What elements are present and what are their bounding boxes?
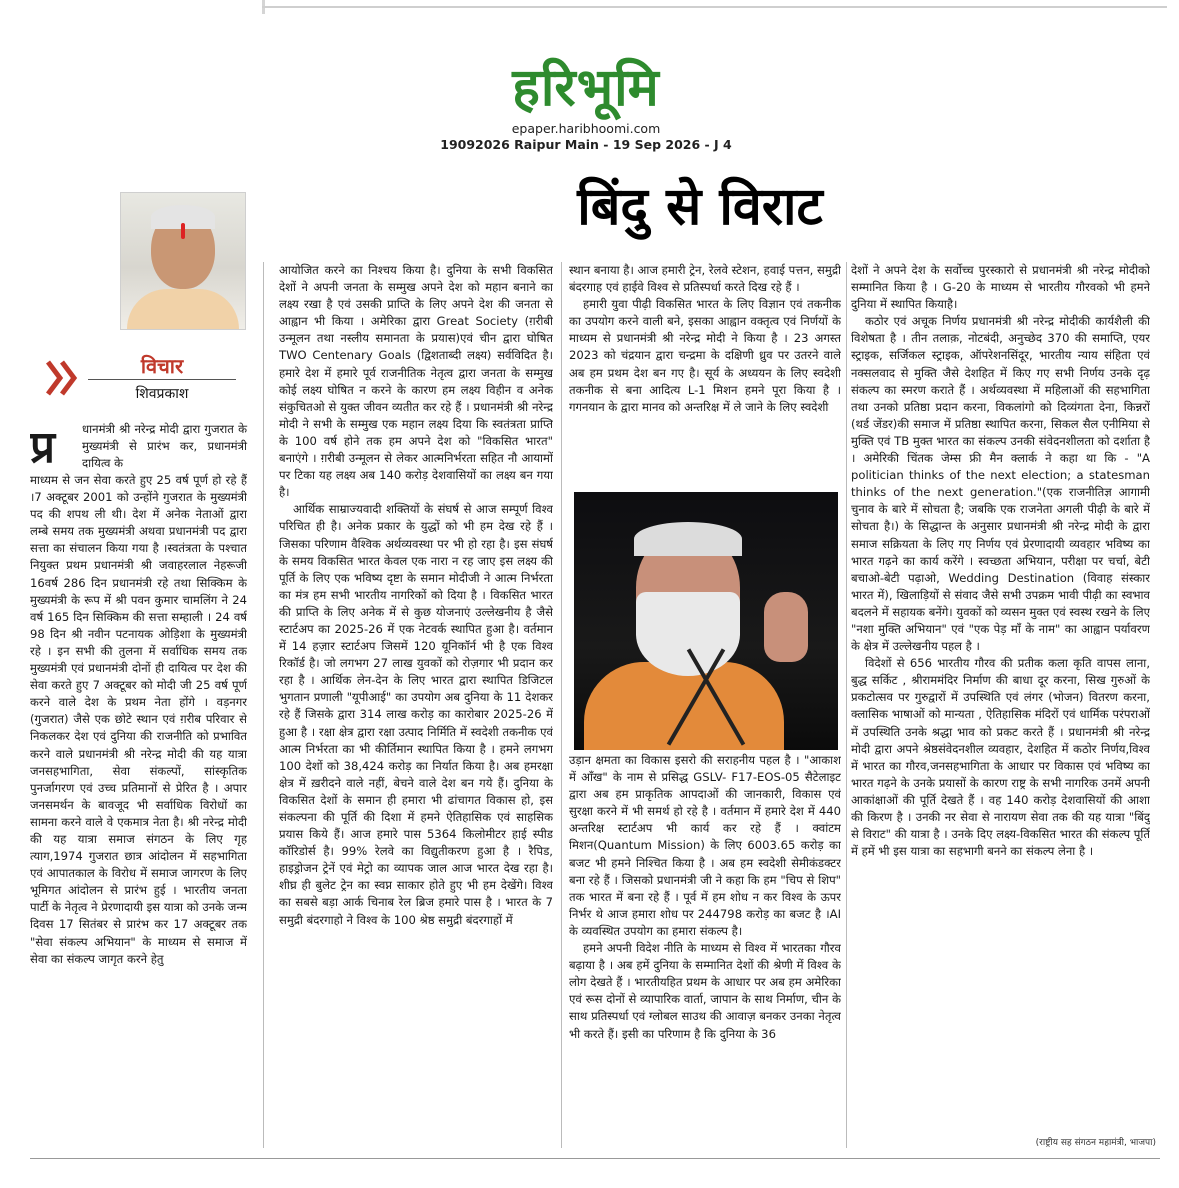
paragraph: विदेशों से 656 भारतीय गौरव की प्रतीक कला कृति वापस लाना, बुद्ध सर्किट , श्रीराममंदिर निर्माण की बाधा दूर करना, सिख गुरुओं के प्रकटोत्सव पर गुरुद्वारों में उपस्थिति एवं लंगर (भोजन) वितरण करना, क्लासिक भाषाओं को मान्यता , ऐतिहासिक मंदिरों एवं धार्मिक परंपराओं में उपस्थिति उनके श्रद्धा भाव को प्रकट करते हैं । प्रधानमंत्री श्री नरेन्द्र मोदी द्वारा अपने श्रेष्ठसंवेदनशील व्यवहार, देशहित में कठोर निर्णय,विश्व में भारत का गौरव,जनसहभागिता के आधार पर विकास एवं भविष्य का भारत गढ़ने के उनके प्रयासों के कारण राष्ट्र के सभी नागरिक उनमें अपनी आकांक्षाओं की पूर्ति देखते हैं । वह 140 करोड़ देशवासियों की आशा की किरण है । उनकी नर सेवा से नारायण सेवा तक की यह यात्रा "बिंदु से विराट" की यात्रा है । उनके दिए लक्ष्य-विकसित भारत की संकल्प पूर्ति में हमें भी इस यात्रा का सहभागी बनने का संकल्प लेना है । xyxy=(851,656,1150,859)
epaper-url: epaper.haribhoomi.com xyxy=(511,121,661,136)
dropcap: प्र xyxy=(30,422,56,473)
paragraph: स्थान बनाया है। आज हमारी ट्रेन, रेलवे स्टेशन, हवाई पत्तन, समुद्री बंदरगाह एवं हाईवे विश्व से प्रतिस्पर्धा करते दिख रहे हैं । xyxy=(569,263,841,295)
column-4 xyxy=(851,262,1150,1147)
double-chevron-right-icon xyxy=(44,358,80,398)
paragraph: आर्थिक साम्राज्यवादी शक्तियों के संघर्ष से आज सम्पूर्ण विश्व परिचित ही है। अनेक प्रकार के युद्धों को भी हम देख रहे हैं । जिसका परिणाम वैश्विक अर्थव्यवस्था पर भी हो रहा है। इस संघर्ष के समय विकसित भारत केवल एक नारा न रह जाए इस लक्ष्य की पूर्ति के लिए एक भविष्य दृष्टा के समान मोदीजी ने आत्म निर्भरता का मंत्र हम सभी भारतीय नागरिकों को दिया है । विकसित भारत की प्राप्ति के लिए अनेक में से कुछ योजनाएं उल्लेखनीय है जैसे स्टार्टअप का 2025-26 में एक नेटवर्क स्थापित हुआ है। वर्तमान में 14 हज़ार स्टार्टअप जिसमें 120 यूनिकॉर्न भी है एक विश्व रिकॉर्ड है। जो लगभग 27 लाख युवकों को रोज़गार भी प्रदान कर रहा है । आर्थिक लेन-देन के लिए भारत द्वारा स्थापित डिजिटल भुगतान प्रणाली "यूपीआई" का उपयोग अब दुनिया के 11 देशकर रहे हैं जिसके द्वारा 314 लाख करोड़ का कारोबार 2025-26 में हुआ है । रक्षा क्षेत्र द्वारा रक्षा उत्पाद निर्मिति में स्वदेशी तकनीक एवं आत्म निर्भरता का भी कीर्तिमान स्थापित किया है । हमने लगभग 100 देशों को 38,424 करोड़ का निर्यात किया है। अब हमरक्षा क्षेत्र में ख़रीदने वाले नहीं, बेचने वाले देश बन गये हैं। दुनिया के विकसित देशों के समान ही हमारा भी ढांचागत विकास हो, इस संकल्पना की पूर्ति की दिशा में हमने ऐतिहासिक एवं साहसिक प्रयास किये हैं। आज हमारे पास 5364 किलोमीटर हाई स्पीड कॉरिडोर्स है। 99% रेलवे का विद्युतीकरण हुआ है । रैपिड, हाइड्रोजन ट्रेनें एवं मेट्रो का व्यापक जाल आज भारत देख रहा है। शीघ्र ही बुलेट ट्रेन का स्वप्न साकार होते हुए भी हम देखेंगे। विश्व का सबसे बड़ा आर्क चिनाब रेल ब्रिज हमारे पास है । भारत के 7 समुद्री बंदरगाहो ने विश्व के 100 श्रेष्ठ समुद्री बंदरगाहों में xyxy=(279,502,553,927)
column-divider xyxy=(846,262,847,1148)
edition-line: 19092026 Raipur Main - 19 Sep 2026 - J 4 xyxy=(440,137,732,152)
paragraph: देशों ने अपने देश के सर्वोच्च पुरस्कारो से प्रधानमंत्री श्री नरेन्द्र मोदीको सम्मानित किया है । G-20 के माध्यम से भारतीय गौरवको भी हमने दुनिया में स्थापित कियाहै। xyxy=(851,263,1150,312)
column-2 xyxy=(279,262,553,1148)
author-designation: (राष्ट्रीय सह संगठन महामंत्री, भाजपा) xyxy=(1035,1138,1156,1148)
column-3-top xyxy=(569,262,841,502)
masthead-logo: हरिभूमि xyxy=(512,58,660,118)
article-headline: बिंदु से विराट xyxy=(577,176,823,237)
article-photo xyxy=(574,492,838,750)
paragraph: हमारी युवा पीढ़ी विकसित भारत के लिए विज्ञान एवं तकनीक का उपयोग करने वाली बने, इसका आह्वान वक्तृत्व एवं निर्णयों के माध्यम से प्रधानमंत्री श्री नरेन्द्र मोदी ने किया है । 23 अगस्त 2023 को चंद्रयान द्वारा चन्द्रमा के दक्षिणी ध्रुव पर उतरने वाले अब हम प्रथम देश बन गए है। सूर्य के अध्ययन के लिए स्वदेशी तकनीक से बना आदित्य L-1 मिशन हमने पूरा किया है । गगनयान के द्वारा मानव को अन्तरिक्ष में ले जाने के लिए स्वदेशी xyxy=(569,297,841,414)
column-divider xyxy=(263,262,264,1148)
paragraph: कठोर एवं अचूक निर्णय प्रधानमंत्री श्री नरेन्द्र मोदीकी कार्यशैली की विशेषता है । तीन तलाक़, नोटबंदी, अनुच्छेद 370 की समाप्ति, एयर स्ट्राइक, सर्जिकल स्ट्राइक, ऑपरेशनसिंदूर, भारतीय न्याय संहिता एवं नक्सलवाद से मुक्ति जैसे देशहित में किए गए सभी निर्णय उनके दृढ़ संकल्प का स्मरण कराते हैं । अर्थव्यवस्था में महिलाओं की सहभागिता तथा उनको प्रतिष्ठा प्रदान करना, विकलांगो को दिव्यंगता देना, किन्नरों (थर्ड जेंडर)की समाज में प्रतिष्ठा स्थापित करना, सिकल सैल एनीमिया से मुक्ति एवं TB मुक्त भारत का संकल्प उनकी संवेदनशीलता को दर्शाता है । अमेरिकी चिंतक जेम्स फ्री मैन क्लार्क ने कहा था कि - "A politician thinks of the next election; a statesman thinks of the next generation."(एक राजनीतिज्ञ आगामी चुनाव के बारे में सोचता है; जबकि एक राजनेता अगली पीढ़ी के बारे में सोचता है।) के सिद्धान्त के अनुसार प्रधानमंत्री श्री नरेन्द्र मोदी के द्वारा समाज सक्रियता के लिए गए निर्णय एवं प्रेरणादायी व्यवहार भविष्य का भारत गढ़ने का कार्य करेंगे । स्वच्छता अभियान, परीक्षा पर चर्चा, बेटी बचाओ-बेटी पढ़ाओ, Wedding Destination (विवाह संस्कार भारत में), खिलाड़ियों से संवाद जैसे सभी उपक्रम भावी पीढ़ी का स्वभाव बदलने में सहायक बनेंगे। युवकों को व्यसन मुक्त एवं स्वस्थ रखने के लिए "नशा मुक्ति अभियान" एवं "एक पेड़ माँ के नाम" का आह्वान पर्यावरण के क्षेत्र में उल्लेखनीय पहल है । xyxy=(851,314,1150,654)
author-name: शिवप्रकाश xyxy=(135,386,189,402)
paragraph: हमने अपनी विदेश नीति के माध्यम से विश्व में भारतका गौरव बढ़ाया है । अब हमें दुनिया के सम्मानित देशों की श्रेणी में विश्व के लोग देखते हैं । भारतीयहित प्रथम के आधार पर अब हम अमेरिका एवं रूस दोनों से व्यापारिक वार्ता, जापान के साथ निर्माण, चीन के साथ प्रतिस्पर्धा एवं ग्लोबल साउथ की आवाज़ बनकर उनका नेतृत्व भी करते हैं। इसी का परिणाम है कि दुनिया के 36 xyxy=(569,941,841,1041)
bottom-rule xyxy=(30,1158,1160,1159)
paragraph: माध्यम से जन सेवा करते हुए 25 वर्ष पूर्ण हो रहे हैं ।7 अक्टूबर 2001 को उन्होंने गुजरात के मुख्यमंत्री पद की शपथ ली थी। देश में अनेक नेताओं द्वारा लम्बे समय तक मुख्यमंत्री अथवा प्रधानमंत्री पद द्वारा सत्ता का संचालन किया गया है ।स्वतंत्रता के पश्चात नियुक्त प्रथम प्रधानमंत्री श्री जवाहरलाल नेहरूजी 16वर्ष 286 दिन प्रधानमंत्री रहे तथा सिक्किम के मुख्यमंत्री के रूप में श्री पवन कुमार चामलिंग ने 24 वर्ष 165 दिन सिक्किम की सत्ता सम्हाली । 24 वर्ष 98 दिन श्री नवीन पटनायक ओड़िशा के मुख्यमंत्री रहे । इन सभी की तुलना में सर्वाधिक समय तक मुख्यमंत्री एवं प्रधानमंत्री दोनों ही दायित्व पर देश की सेवा करते हुए 7 अक्टूबर को मोदी जी 25 वर्ष पूर्ण करने वाले देश के प्रथम नेता होंगे । वड़नगर (गुजरात) जैसे एक छोटे स्थान एवं ग़रीब परिवार से निकलकर देश एवं दुनिया की राजनीति को प्रभावित करने वाले प्रधानमंत्री श्री नरेन्द्र मोदी की यह यात्रा जनसहभागिता, सेवा संकल्पों, सांस्कृतिक पुनर्जागरण एवं उच्च प्रतिमानों से प्रेरित है । अपार जनसमर्थन के बावजूद भी सर्वाधिक विरोधों का सामना करने वाले वे एकमात्र नेता है। श्री नरेन्द्र मोदी की यह यात्रा समाज संगठन के लिए गृह त्याग,1974 गुजरात छात्र आंदोलन में सहभागिता एवं आपातकाल के विरोध में समाज जागरण के लिए भूमिगत आंदोलन से प्रारंभ हुई । भारतीय जनता पार्टी के नेतृत्व ने प्रेरणादायी इस यात्रा को उनके जन्म दिवस 17 सितंबर से प्रारंभ कर 17 अक्टूबर तक "सेवा संकल्प अभियान" के माध्यम से समाज में सेवा का संकल्प जागृत करने हेतु xyxy=(30,473,247,966)
section-rule xyxy=(88,379,236,380)
paragraph: उड़ान क्षमता का विकास इसरो की सराहनीय पहल है । "आकाश में आँख" के नाम से प्रसिद्ध GSLV- F17-EOS-05 सैटेलाइट द्वारा अब हम प्राकृतिक आपदाओं की जानकारी, विकास एवं सुरक्षा करने में भी समर्थ हो रहे है । वर्तमान में हमारे देश में 440 अन्तरिक्ष स्टार्टअप भी कार्य कर रहे हैं । क्वांटम मिशन(Quantum Mission) के लिए 6003.65 करोड़ का बजट भी हमने निश्चित किया है । अब हम स्वदेशी सेमीकंडक्टर बना रहे हैं । जिसको प्रधानमंत्री जी ने कहा कि हम "चिप से शिप" तक भारत में बना रहे हैं । पूर्व में हम शोध न कर विश्व के ऊपर निर्भर थे आज हमारा शोध पर 244798 करोड़ का बजट है ।AI के व्यवस्थित उपयोग का हमारा संकल्प है। xyxy=(569,753,841,938)
column-3-bottom xyxy=(569,752,841,1148)
paragraph: आयोजित करने का निश्चय किया है। दुनिया के सभी विकसित देशों ने अपनी जनता के सम्मुख अपने देश को महान बनाने का लक्ष्य रखा है एवं उसकी प्राप्ति के लिए अपने देश की जनता से आह्वान भी किया । अमेरिका द्वारा Great Society (ग़रीबी उन्मूलन तथा नस्लीय समानता के प्रयास)एवं चीन द्वारा घोषित TWO Centenary Goals (द्विशताब्दी लक्ष्य) सर्वविदित है। हमारे देश में हमारे पूर्व राजनीतिक नेतृत्व द्वारा जनता के सम्मुख कोई लक्ष्य घोषित न करने के कारण हम लक्ष्य विहीन व अनेक संकुचितओ से युक्त जीवन व्यतीत कर रहे हैं । प्रधानमंत्री श्री नरेन्द्र मोदी ने सभी के सम्मुख एक महान लक्ष्य दिया कि स्वतंत्रता प्राप्ति के 100 वर्ष होने तक हम अपने देश को "विकसित भारत" बनाएंगे । ग़रीबी उन्मूलन से लेकर आत्मनिर्भरता सहित नौ आयामों पर टिका यह लक्ष्य अब 140 करोड़ देशवासियों का लक्ष्य बन गया है। xyxy=(279,263,553,500)
column-1 xyxy=(30,472,247,1148)
column-divider xyxy=(561,262,562,1148)
top-rule xyxy=(262,6,1167,8)
column-1-lead: धानमंत्री श्री नरेन्द्र मोदी द्वारा गुजरात के मुख्यमंत्री से प्रारंभ कर, प्रधानमंत्री दायित्व के xyxy=(82,422,247,471)
author-photo xyxy=(120,192,246,330)
section-label: विचार xyxy=(140,354,184,378)
